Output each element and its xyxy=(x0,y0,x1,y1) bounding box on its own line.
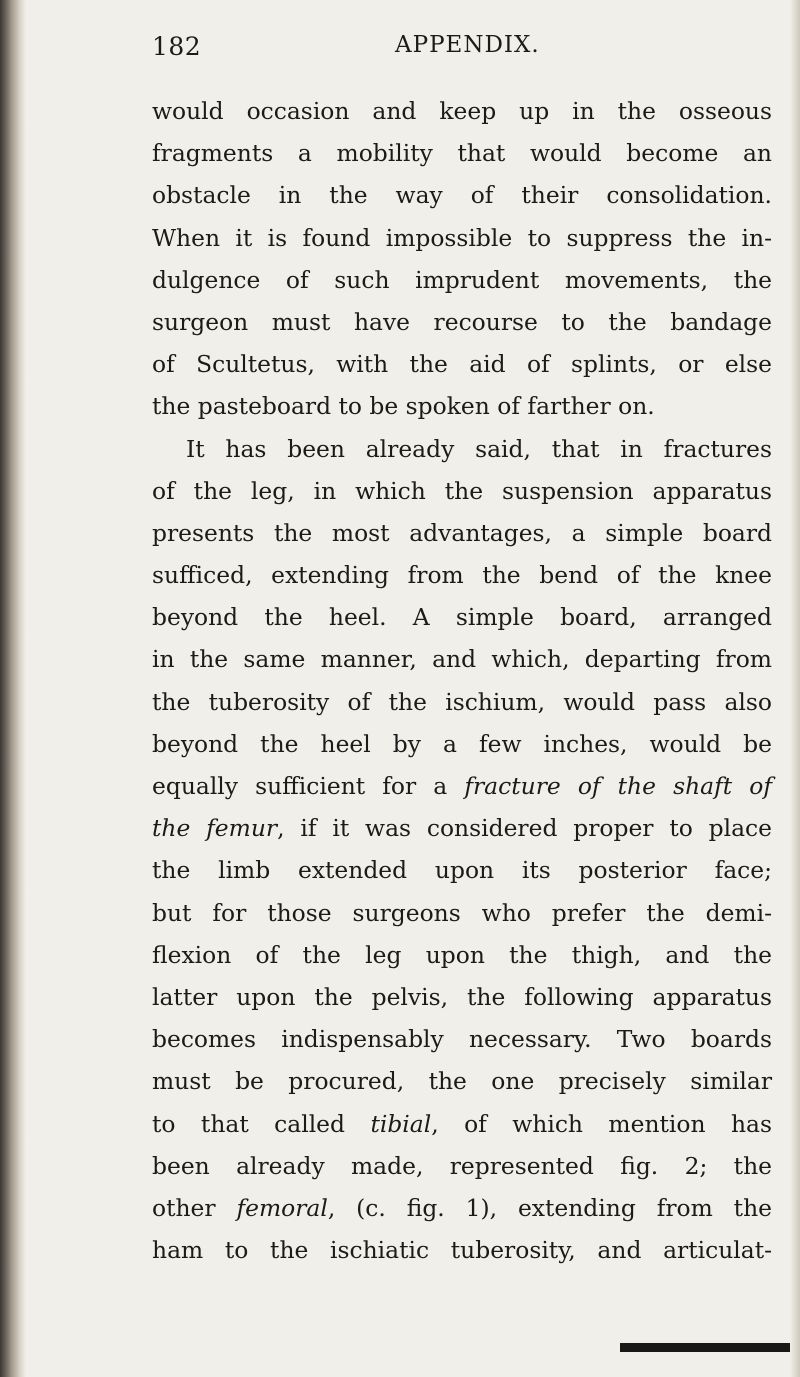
text-line: must be procured, the one precisely similar xyxy=(152,1067,772,1096)
page-edge xyxy=(790,0,800,1377)
text-line: been already made, represented fig. 2; the xyxy=(152,1151,772,1180)
text-span: , of which mention has xyxy=(431,1109,772,1138)
italic-span: femoral xyxy=(236,1193,328,1222)
text-line: the pasteboard to be spoken of farther on. xyxy=(152,392,655,421)
text-line: dulgence of such imprudent movements, the xyxy=(152,265,772,294)
text-line: of Scultetus, with the aid of splints, or else xyxy=(152,350,772,379)
text-line: flexion of the leg upon the thigh, and the xyxy=(152,940,772,969)
text-span: , (c. fig. 1), extending from the xyxy=(327,1193,772,1222)
text-line: surgeon must have recourse to the bandage xyxy=(152,307,772,336)
running-head: APPENDIX. xyxy=(395,32,540,58)
italic-span: tibial xyxy=(370,1109,432,1138)
text-line: obstacle in the way of their consolidation. xyxy=(152,181,772,210)
text-line xyxy=(152,807,772,849)
text-line: sufficed, extending from the bend of the knee xyxy=(152,561,772,590)
text-line: fragments a mobility that would become an xyxy=(152,139,772,168)
text-line: ham to the ischiatic tuberosity, and articulat- xyxy=(152,1236,772,1265)
text-span: equally sufficient for a xyxy=(152,772,465,800)
text-line: becomes indispensably necessary. Two boards xyxy=(152,1025,772,1054)
italic-span: fracture of the shaft of xyxy=(464,772,772,800)
text-line: latter upon the pelvis, the following apparatus xyxy=(152,982,772,1011)
text-span: other xyxy=(152,1193,237,1222)
text-line: beyond the heel by a few inches, would be xyxy=(152,729,772,758)
paragraph-start-line: It has been already said, that in fractures xyxy=(186,434,772,463)
text-line: When it is found impossible to suppress the in- xyxy=(152,223,772,252)
body-text xyxy=(152,90,772,1271)
text-span: , if it was considered proper to place xyxy=(277,814,772,843)
text-line: in the same manner, and which, departing from xyxy=(152,645,772,674)
page-number: 182 xyxy=(152,32,202,61)
italic-span: the femur xyxy=(152,814,278,843)
text-line: but for those surgeons who prefer the demi- xyxy=(152,898,772,927)
binding-gutter xyxy=(0,0,26,1377)
text-line: beyond the heel. A simple board, arranged xyxy=(152,603,772,632)
text-line: would occasion and keep up in the osseous xyxy=(152,97,772,125)
text-line: the limb extended upon its posterior face; xyxy=(152,856,772,885)
text-line: the tuberosity of the ischium, would pass also xyxy=(152,687,772,716)
bottom-rule xyxy=(620,1343,790,1352)
text-line xyxy=(152,1103,772,1145)
page-header xyxy=(0,32,800,72)
text-span: to that called xyxy=(152,1109,371,1138)
text-line: of the leg, in which the suspension apparatus xyxy=(152,476,772,505)
text-line: presents the most advantages, a simple board xyxy=(152,518,772,547)
text-line xyxy=(152,765,772,807)
text-line xyxy=(152,1187,772,1229)
